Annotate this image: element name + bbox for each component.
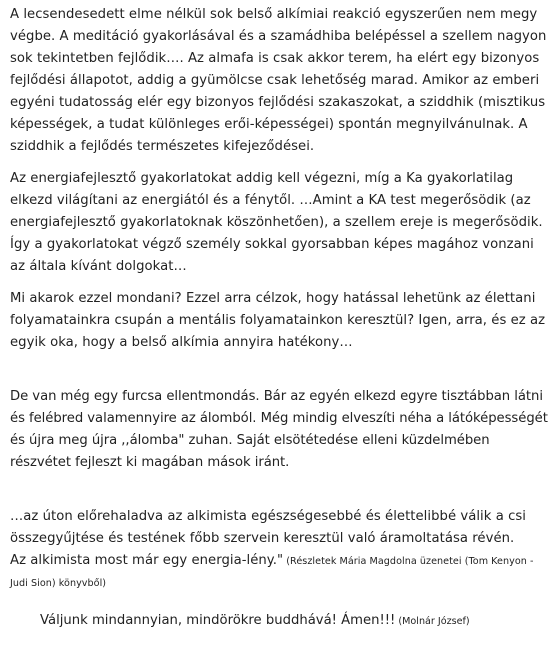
- quote-source: (Részletek Mária Magdolna üzenetei (Tom Kenyon - Judi Sion) könyvből): [10, 556, 534, 589]
- paragraph-question: Mi akarok ezzel mondani? Ezzel arra célzok, hogy hatással lehetünk az élettani folyamatainkra csupán a mentális folyamatainkon keresztül? Igen, arra, és ez az egyik oka, hogy a belső alkímia annyira hatékony…: [10, 291, 546, 350]
- paragraph-meditation: A lecsendesedett elme nélkül sok belső alkímiai reakció egyszerűen nem megy végbe. A meditáció gyakorlásával és a szamádhiba belépéssel a szellem nagyon sok tekintetben fejlődik…. Az almafa is csak akkor terem, ha elért egy bizonyos fejlődési állapotot, addig a gyümölcse csak lehetőség marad. Amikor az emberi egyéni tudatosság elér egy bizonyos fejlődési szakaszokat, a sziddhik (misztikus képességek, a tudat különleges erői-képességei) spontán megnyilvánulnak. A sziddhik a fejlődés természetes kifejeződései.: [10, 7, 547, 154]
- closing-text: Váljunk mindannyian, mindörökre buddhává! Ámen!!!: [40, 613, 396, 628]
- article: [10, 4, 550, 632]
- quote-line-3: Az alkimista most már egy energia-lény.": [10, 553, 284, 568]
- quote-line-1: …az úton előrehaladva az alkimista egészségesebbé és élettelibbé válik a csi: [10, 509, 527, 524]
- quote-line-3-wrap: [10, 553, 534, 590]
- closing-author: (Molnár József): [395, 616, 470, 627]
- paragraph-quote: [10, 506, 550, 594]
- closing-line: [10, 610, 550, 632]
- paragraph-contradiction: De van még egy furcsa ellentmondás. Bár az egyén elkezd egyre tisztábban látni és felébred valamennyire az álomból. Még mindig elveszíti néha a látóképességét és újra meg újra ,,álomba" zuhan. Saját elsötétedése elleni küzdelmében részvétet fejleszt ki magában mások iránt.: [10, 389, 548, 470]
- paragraph-energy-exercises: Az energiafejlesztő gyakorlatokat addig kell végezni, míg a Ka gyakorlatilag elkezd világítani az energiától és a fénytől. …Amint a KA test megerősödik (az energiafejlesztő gyakorlatoknak köszönhetően), a szellem ereje is megerősödik. Így a gyakorlatokat végző személy sokkal gyorsabban képes magához vonzani az általa kívánt dolgokat…: [10, 171, 543, 274]
- quote-line-2: összegyűjtése és testének főbb szervein keresztül való áramoltatása révén.: [10, 531, 515, 546]
